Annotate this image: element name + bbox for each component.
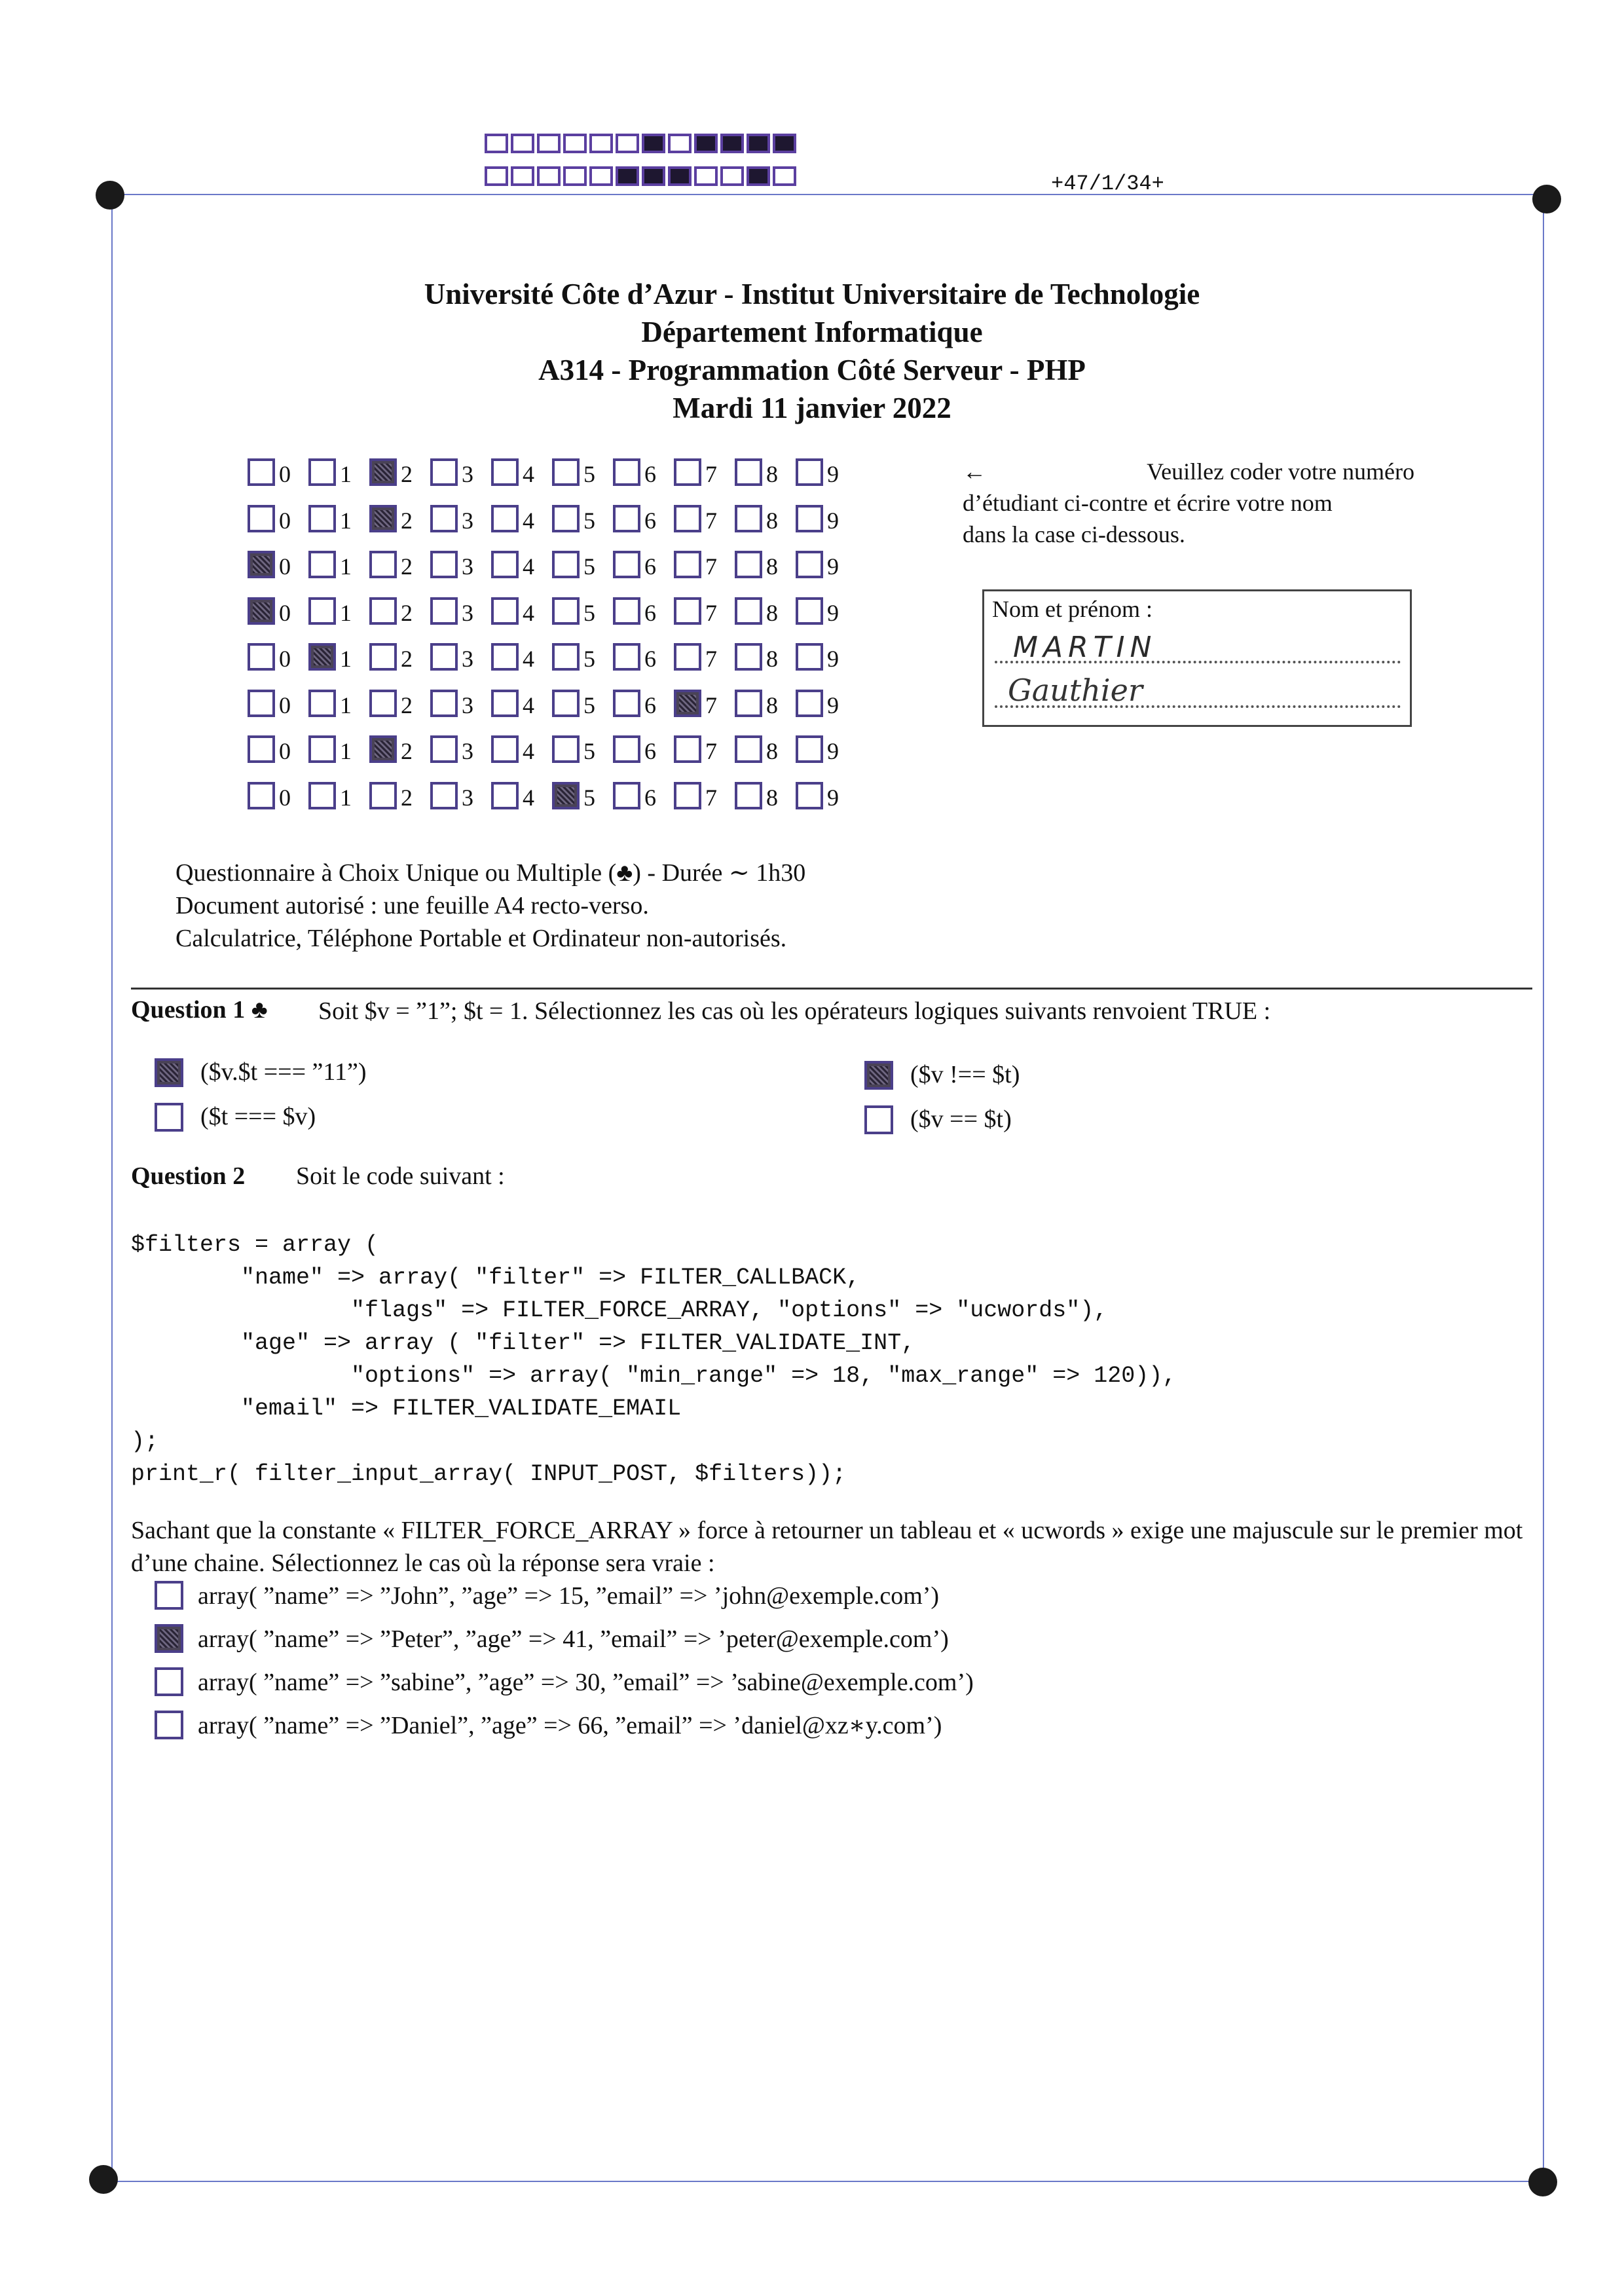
student-id-checkbox[interactable] — [674, 505, 701, 532]
corner-mark-top-left — [96, 181, 124, 210]
instructions-line-1: Veuillez coder votre numéro — [1147, 458, 1414, 485]
q1-answer-4-label: ($v == $t) — [910, 1105, 1012, 1133]
student-id-digit-label: 2 — [401, 692, 413, 718]
student-id-digit-label: 1 — [340, 553, 352, 580]
student-id-digit-label: 7 — [705, 507, 717, 534]
student-id-checkbox[interactable] — [308, 782, 336, 809]
name-box-label: Nom et prénom : — [992, 596, 1153, 622]
barcode-cell — [773, 134, 796, 153]
student-id-digit-label: 3 — [462, 553, 473, 580]
corner-mark-bottom-right — [1528, 2168, 1557, 2196]
student-id-digit-label: 9 — [827, 507, 839, 534]
q2-answer-1-checkbox[interactable] — [155, 1581, 183, 1610]
student-id-digit-label: 6 — [644, 461, 656, 487]
student-id-checkbox[interactable] — [674, 551, 701, 578]
code-line: print_r( filter_input_array( INPUT_POST, $filters)); — [131, 1461, 847, 1487]
code-line: "flags" => FILTER_FORCE_ARRAY, "options" => "ucwords"), — [131, 1297, 1108, 1324]
student-id-checkbox[interactable] — [491, 458, 519, 486]
student-id-checkbox[interactable] — [613, 458, 640, 486]
student-id-checkbox[interactable] — [369, 782, 397, 809]
q1-answer-1-checkbox[interactable] — [155, 1058, 183, 1087]
student-id-checkbox[interactable] — [430, 597, 458, 625]
student-id-checkbox[interactable] — [613, 551, 640, 578]
student-id-digit-label: 3 — [462, 784, 473, 811]
student-id-checkbox[interactable] — [796, 643, 823, 671]
student-id-checkbox[interactable] — [430, 690, 458, 717]
student-id-digit-label: 6 — [644, 553, 656, 580]
q1-answer-2-checkbox[interactable] — [155, 1103, 183, 1132]
student-id-digit-label: 6 — [644, 738, 656, 764]
student-id-digit-label: 9 — [827, 692, 839, 718]
student-id-checkbox[interactable] — [552, 782, 580, 809]
q2-answer-3-label: array( ”name” => ”sabine”, ”age” => 30, ”email” => ’sabine@exemple.com’) — [198, 1669, 974, 1696]
arrow-left-icon: ← — [963, 458, 986, 485]
barcode-cell — [485, 166, 508, 186]
page-code: +47/1/34+ — [1051, 172, 1164, 196]
student-id-checkbox[interactable] — [613, 643, 640, 671]
student-id-digit-label: 3 — [462, 692, 473, 718]
student-id-checkbox[interactable] — [308, 643, 336, 671]
student-id-digit-label: 8 — [766, 507, 778, 534]
student-id-checkbox[interactable] — [369, 643, 397, 671]
student-id-digit-label: 3 — [462, 738, 473, 764]
instructions-line-3: dans la case ci-dessous. — [963, 521, 1185, 547]
student-id-digit-label: 0 — [279, 553, 291, 580]
student-id-checkbox[interactable] — [613, 597, 640, 625]
handwritten-first-name: Gauthier — [1008, 673, 1143, 708]
student-id-digit-label: 0 — [279, 692, 291, 718]
student-id-digit-label: 5 — [583, 646, 595, 672]
frame-top — [111, 194, 1545, 195]
student-id-checkbox[interactable] — [308, 690, 336, 717]
separator-rule — [131, 988, 1532, 990]
student-id-digit-label: 4 — [523, 507, 534, 534]
student-id-digit-label: 8 — [766, 738, 778, 764]
barcode-cell — [537, 134, 561, 153]
student-id-checkbox[interactable] — [735, 782, 762, 809]
student-id-checkbox[interactable] — [796, 551, 823, 578]
student-id-digit-label: 5 — [583, 507, 595, 534]
student-id-digit-label: 8 — [766, 599, 778, 626]
student-id-digit-label: 2 — [401, 599, 413, 626]
student-id-digit-label: 8 — [766, 553, 778, 580]
student-id-digit-label: 9 — [827, 599, 839, 626]
name-box[interactable] — [982, 589, 1412, 727]
student-id-digit-label: 0 — [279, 784, 291, 811]
student-id-checkbox[interactable] — [430, 505, 458, 532]
student-id-checkbox[interactable] — [796, 735, 823, 763]
student-id-checkbox[interactable] — [369, 505, 397, 532]
student-id-digit-label: 6 — [644, 646, 656, 672]
student-id-digit-label: 1 — [340, 461, 352, 487]
student-id-digit-label: 5 — [583, 692, 595, 718]
student-id-checkbox[interactable] — [552, 690, 580, 717]
barcode-cell — [694, 134, 718, 153]
student-id-checkbox[interactable] — [613, 505, 640, 532]
q2-answer-2-label: array( ”name” => ”Peter”, ”age” => 41, ”email” => ’peter@exemple.com’) — [198, 1625, 949, 1653]
q2-answer-4-checkbox[interactable] — [155, 1711, 183, 1739]
student-id-checkbox[interactable] — [491, 643, 519, 671]
exam-info — [175, 857, 805, 955]
barcode-cell — [642, 134, 665, 153]
student-id-checkbox[interactable] — [248, 551, 275, 578]
barcode-cell — [563, 166, 587, 186]
question-1-title: Question 1 ♣ — [131, 996, 268, 1024]
student-id-digit-label: 7 — [705, 599, 717, 626]
frame-right — [1543, 196, 1544, 2181]
corner-mark-top-right — [1532, 185, 1561, 213]
student-id-checkbox[interactable] — [735, 505, 762, 532]
student-id-checkbox[interactable] — [491, 551, 519, 578]
barcode-cell — [616, 166, 639, 186]
student-id-checkbox[interactable] — [369, 735, 397, 763]
q2-answer-4-label: array( ”name” => ”Daniel”, ”age” => 66, ”email” => ’daniel@xz∗y.com’) — [198, 1712, 942, 1739]
student-id-checkbox[interactable] — [552, 505, 580, 532]
question-1-text: Soit $v = ”1”; $t = 1. Sélectionnez les cas où les opérateurs logiques suivants renvoient TRUE : — [318, 997, 1271, 1025]
student-id-digit-label: 2 — [401, 738, 413, 764]
student-id-checkbox[interactable] — [735, 735, 762, 763]
student-id-digit-label: 1 — [340, 646, 352, 672]
student-id-digit-label: 4 — [523, 553, 534, 580]
student-id-digit-label: 2 — [401, 507, 413, 534]
student-id-checkbox[interactable] — [308, 735, 336, 763]
student-id-checkbox[interactable] — [491, 597, 519, 625]
student-id-checkbox[interactable] — [248, 458, 275, 486]
student-id-checkbox[interactable] — [430, 458, 458, 486]
student-id-digit-label: 8 — [766, 461, 778, 487]
student-id-checkbox[interactable] — [674, 782, 701, 809]
student-id-digit-label: 7 — [705, 646, 717, 672]
student-id-digit-label: 6 — [644, 692, 656, 718]
barcode-cell — [511, 166, 534, 186]
header-department: Département Informatique — [641, 316, 983, 348]
student-id-checkbox[interactable] — [735, 597, 762, 625]
barcode-cell — [485, 134, 508, 153]
student-id-digit-label: 5 — [583, 461, 595, 487]
student-id-digit-label: 8 — [766, 692, 778, 718]
instructions-line-2: d’étudiant ci-contre et écrire votre nom — [963, 490, 1333, 516]
student-id-checkbox[interactable] — [796, 505, 823, 532]
student-id-checkbox[interactable] — [674, 597, 701, 625]
barcode-cell — [720, 166, 744, 186]
student-id-digit-label: 8 — [766, 646, 778, 672]
student-id-checkbox[interactable] — [674, 458, 701, 486]
student-id-checkbox[interactable] — [674, 690, 701, 717]
q2-answer-2-checkbox[interactable] — [155, 1624, 183, 1653]
php-code-block — [131, 1229, 1176, 1491]
student-id-checkbox[interactable] — [369, 458, 397, 486]
student-id-digit-label: 5 — [583, 599, 595, 626]
student-id-digit-label: 3 — [462, 599, 473, 626]
info-line-2: Document autorisé : une feuille A4 recto-verso. — [175, 892, 649, 919]
q1-answer-4-checkbox[interactable] — [864, 1105, 893, 1134]
student-id-checkbox[interactable] — [552, 551, 580, 578]
page-barcode-row-1 — [485, 134, 799, 153]
student-id-digit-label: 5 — [583, 553, 595, 580]
student-id-digit-label: 6 — [644, 507, 656, 534]
student-id-digit-label: 2 — [401, 461, 413, 487]
info-line-1: Questionnaire à Choix Unique ou Multiple (♣) - Durée ∼ 1h30 — [175, 859, 806, 887]
student-id-checkbox[interactable] — [674, 735, 701, 763]
student-id-checkbox[interactable] — [248, 735, 275, 763]
student-id-digit-label: 0 — [279, 646, 291, 672]
header-date: Mardi 11 janvier 2022 — [673, 392, 951, 424]
student-id-digit-label: 9 — [827, 553, 839, 580]
student-id-digit-label: 1 — [340, 738, 352, 764]
barcode-cell — [537, 166, 561, 186]
q2-answer-3-checkbox[interactable] — [155, 1667, 183, 1696]
student-id-checkbox[interactable] — [491, 782, 519, 809]
code-line: $filters = array ( — [131, 1232, 379, 1258]
student-id-checkbox[interactable] — [552, 735, 580, 763]
info-line-3: Calculatrice, Téléphone Portable et Ordinateur non-autorisés. — [175, 925, 787, 952]
student-id-digit-label: 6 — [644, 599, 656, 626]
student-id-digit-label: 9 — [827, 461, 839, 487]
barcode-cell — [668, 134, 692, 153]
question-2-text: Soit le code suivant : — [296, 1162, 505, 1190]
barcode-cell — [747, 134, 770, 153]
student-id-digit-label: 5 — [583, 738, 595, 764]
student-id-checkbox[interactable] — [796, 597, 823, 625]
header-university: Université Côte d’Azur - Institut Universitaire de Technologie — [424, 278, 1200, 310]
student-id-digit-label: 4 — [523, 738, 534, 764]
student-id-digit-label: 9 — [827, 646, 839, 672]
student-id-digit-label: 0 — [279, 461, 291, 487]
student-id-digit-label: 7 — [705, 692, 717, 718]
student-id-digit-label: 3 — [462, 646, 473, 672]
student-id-checkbox[interactable] — [796, 782, 823, 809]
student-id-checkbox[interactable] — [735, 551, 762, 578]
barcode-cell — [589, 134, 613, 153]
student-id-digit-label: 4 — [523, 646, 534, 672]
student-id-checkbox[interactable] — [430, 551, 458, 578]
student-id-digit-label: 3 — [462, 507, 473, 534]
student-id-checkbox[interactable] — [308, 505, 336, 532]
header-course: A314 - Programmation Côté Serveur - PHP — [538, 354, 1086, 386]
barcode-cell — [773, 166, 796, 186]
student-id-digit-label: 9 — [827, 738, 839, 764]
student-id-checkbox[interactable] — [491, 505, 519, 532]
student-id-checkbox[interactable] — [430, 782, 458, 809]
student-id-checkbox[interactable] — [735, 690, 762, 717]
student-id-checkbox[interactable] — [430, 735, 458, 763]
id-instructions — [963, 456, 1414, 550]
student-id-checkbox[interactable] — [248, 597, 275, 625]
student-id-digit-label: 4 — [523, 461, 534, 487]
q1-answer-3-label: ($v !== $t) — [910, 1061, 1020, 1088]
student-id-digit-label: 4 — [523, 784, 534, 811]
student-id-checkbox[interactable] — [248, 505, 275, 532]
student-id-checkbox[interactable] — [491, 690, 519, 717]
student-id-checkbox[interactable] — [796, 458, 823, 486]
student-id-checkbox[interactable] — [613, 735, 640, 763]
student-id-digit-label: 7 — [705, 738, 717, 764]
student-id-digit-label: 0 — [279, 507, 291, 534]
student-id-checkbox[interactable] — [552, 458, 580, 486]
student-id-digit-label: 1 — [340, 507, 352, 534]
barcode-cell — [694, 166, 718, 186]
student-id-checkbox[interactable] — [308, 551, 336, 578]
frame-left — [111, 194, 113, 2181]
student-id-digit-label: 2 — [401, 784, 413, 811]
student-id-digit-label: 1 — [340, 692, 352, 718]
barcode-cell — [563, 134, 587, 153]
student-id-digit-label: 4 — [523, 599, 534, 626]
q1-answer-3-checkbox[interactable] — [864, 1061, 893, 1090]
barcode-cell — [720, 134, 744, 153]
student-id-digit-label: 5 — [583, 784, 595, 811]
q2-answer-1-label: array( ”name” => ”John”, ”age” => 15, ”email” => ’john@exemple.com’) — [198, 1582, 940, 1610]
question-2-title: Question 2 — [131, 1162, 246, 1190]
student-id-digit-label: 6 — [644, 784, 656, 811]
student-id-checkbox[interactable] — [369, 551, 397, 578]
student-id-digit-label: 2 — [401, 553, 413, 580]
student-id-checkbox[interactable] — [248, 643, 275, 671]
barcode-cell — [642, 166, 665, 186]
student-id-checkbox[interactable] — [552, 643, 580, 671]
code-line: "name" => array( "filter" => FILTER_CALLBACK, — [131, 1265, 860, 1291]
code-line: "age" => array ( "filter" => FILTER_VALIDATE_INT, — [131, 1330, 915, 1356]
student-id-digit-label: 8 — [766, 784, 778, 811]
barcode-cell — [511, 134, 534, 153]
student-id-checkbox[interactable] — [308, 458, 336, 486]
barcode-cell — [616, 134, 639, 153]
barcode-cell — [589, 166, 613, 186]
handwritten-last-name: MARTIN — [1013, 631, 1157, 664]
student-id-checkbox[interactable] — [674, 643, 701, 671]
student-id-digit-label: 1 — [340, 599, 352, 626]
code-line: "email" => FILTER_VALIDATE_EMAIL — [131, 1396, 682, 1422]
page-barcode-row-2 — [485, 166, 799, 186]
student-id-digit-label: 7 — [705, 461, 717, 487]
barcode-cell — [747, 166, 770, 186]
student-id-digit-label: 7 — [705, 553, 717, 580]
student-id-digit-label: 2 — [401, 646, 413, 672]
student-id-checkbox[interactable] — [552, 597, 580, 625]
frame-bottom — [102, 2181, 1543, 2182]
student-id-checkbox[interactable] — [248, 690, 275, 717]
question-2-paragraph: Sachant que la constante « FILTER_FORCE_ARRAY » force à retourner un tableau et « ucwords » exige une majuscule sur le premier mot d’une chaine. Sélectionnez le cas où la réponse sera vraie : — [131, 1517, 1523, 1577]
student-id-digit-label: 4 — [523, 692, 534, 718]
corner-mark-bottom-left — [89, 2165, 118, 2194]
student-id-checkbox[interactable] — [248, 782, 275, 809]
student-id-digit-label: 0 — [279, 599, 291, 626]
student-id-checkbox[interactable] — [613, 690, 640, 717]
code-line: "options" => array( "min_range" => 18, "max_range" => 120)), — [131, 1363, 1177, 1389]
student-id-checkbox[interactable] — [613, 782, 640, 809]
student-id-checkbox[interactable] — [308, 597, 336, 625]
student-id-checkbox[interactable] — [369, 597, 397, 625]
exam-header — [0, 275, 1624, 427]
q1-answer-2-label: ($t === $v) — [200, 1103, 316, 1130]
student-id-checkbox[interactable] — [735, 458, 762, 486]
student-id-checkbox[interactable] — [430, 643, 458, 671]
student-id-digit-label: 0 — [279, 738, 291, 764]
code-line: ); — [131, 1428, 159, 1454]
student-id-digit-label: 9 — [827, 784, 839, 811]
student-id-digit-label: 1 — [340, 784, 352, 811]
student-id-checkbox[interactable] — [735, 643, 762, 671]
student-id-checkbox[interactable] — [491, 735, 519, 763]
student-id-digit-label: 7 — [705, 784, 717, 811]
student-id-digit-label: 3 — [462, 461, 473, 487]
student-id-checkbox[interactable] — [796, 690, 823, 717]
barcode-cell — [668, 166, 692, 186]
student-id-checkbox[interactable] — [369, 690, 397, 717]
q1-answer-1-label: ($v.$t === ”11”) — [200, 1058, 367, 1086]
